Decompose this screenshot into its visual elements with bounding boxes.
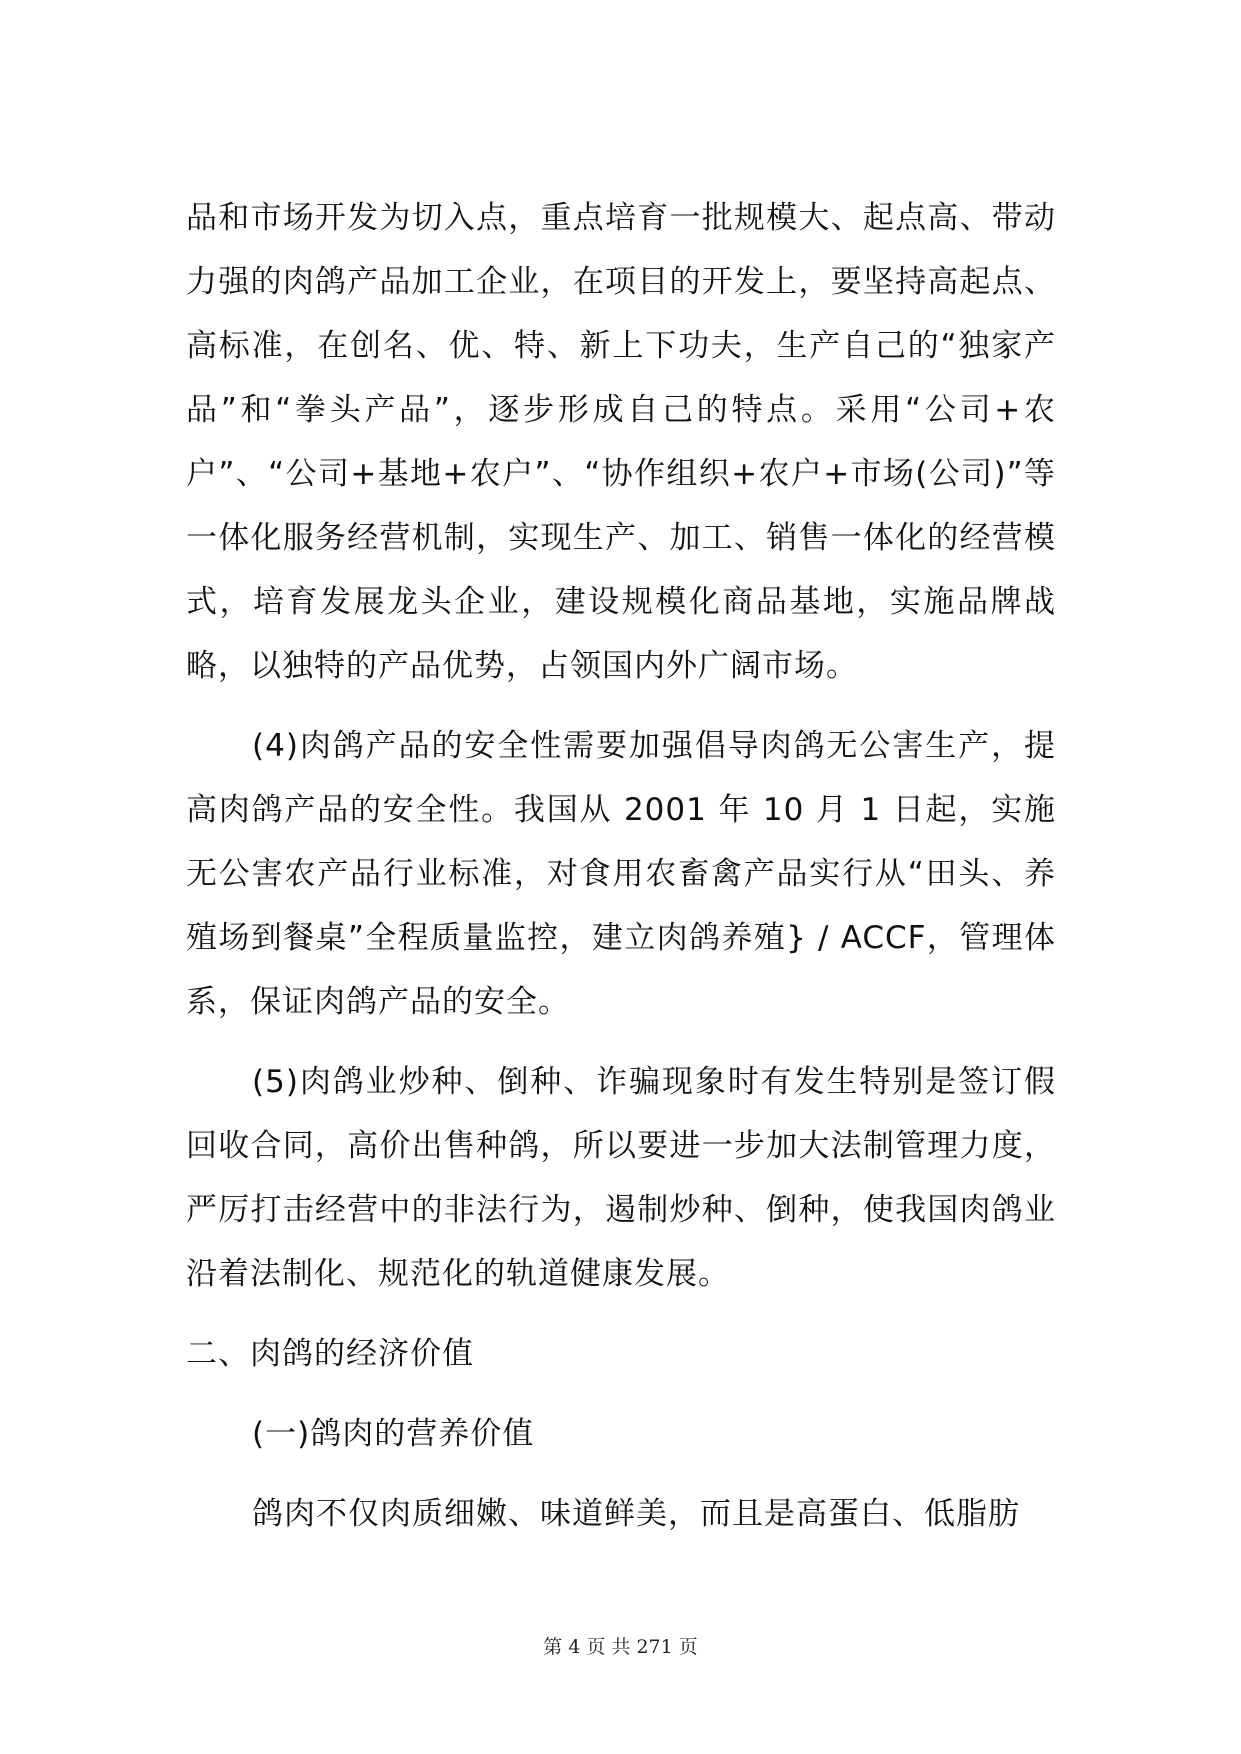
spacer xyxy=(186,1466,1056,1482)
spacer xyxy=(186,698,1056,714)
spacer xyxy=(186,1306,1056,1322)
subsection-heading: (一)鸽肉的营养价值 xyxy=(252,1416,535,1452)
spacer xyxy=(186,1034,1056,1050)
page-number-footer: 第 4 页 共 271 页 xyxy=(543,1636,698,1658)
spacer xyxy=(186,1386,1056,1402)
paragraph-1: 品和市场开发为切入点，重点培育一批规模大、起点高、带动力强的肉鸽产品加工企业，在项目的开发上，要坚持高起点、高标准，在创名、优、特、新上下功夫，生产自己的“独家产品”和“拳头产品”，逐步形成自己的特点。采用“公司+农户”、“公司+基地+农户”、“协作组织+农户+市场(公司)”等一体化服务经营机制，实现生产、加工、销售一体化的经营模式，培育发展龙头企业，建设规模化商品基地，实施品牌战略，以独特的产品优势，占领国内外广阔市场。 xyxy=(186,200,1056,684)
paragraph-3: (5)肉鸽业炒种、倒种、诈骗现象时有发生特别是签订假回收合同，高价出售种鸽，所以要进一步加大法制管理力度，严厉打击经营中的非法行为，遏制炒种、倒种，使我国肉鸽业沿着法制化、规范化的轨道健康发展。 xyxy=(186,1064,1056,1292)
paragraph-2: (4)肉鸽产品的安全性需要加强倡导肉鸽无公害生产，提高肉鸽产品的安全性。我国从 2001 年 10 月 1 日起，实施无公害农产品行业标准，对食用农畜禽产品实行从“田头、养殖场到餐桌”全程质量监控，建立肉鸽养殖} / ACCF，管理体系，保证肉鸽产品的安全。 xyxy=(186,728,1056,1020)
section-heading: 二、肉鸽的经济价值 xyxy=(186,1336,474,1372)
document-body xyxy=(186,186,1056,1546)
paragraph-4: 鸽肉不仅肉质细嫩、味道鲜美，而且是高蛋白、低脂肪 xyxy=(252,1496,1020,1532)
